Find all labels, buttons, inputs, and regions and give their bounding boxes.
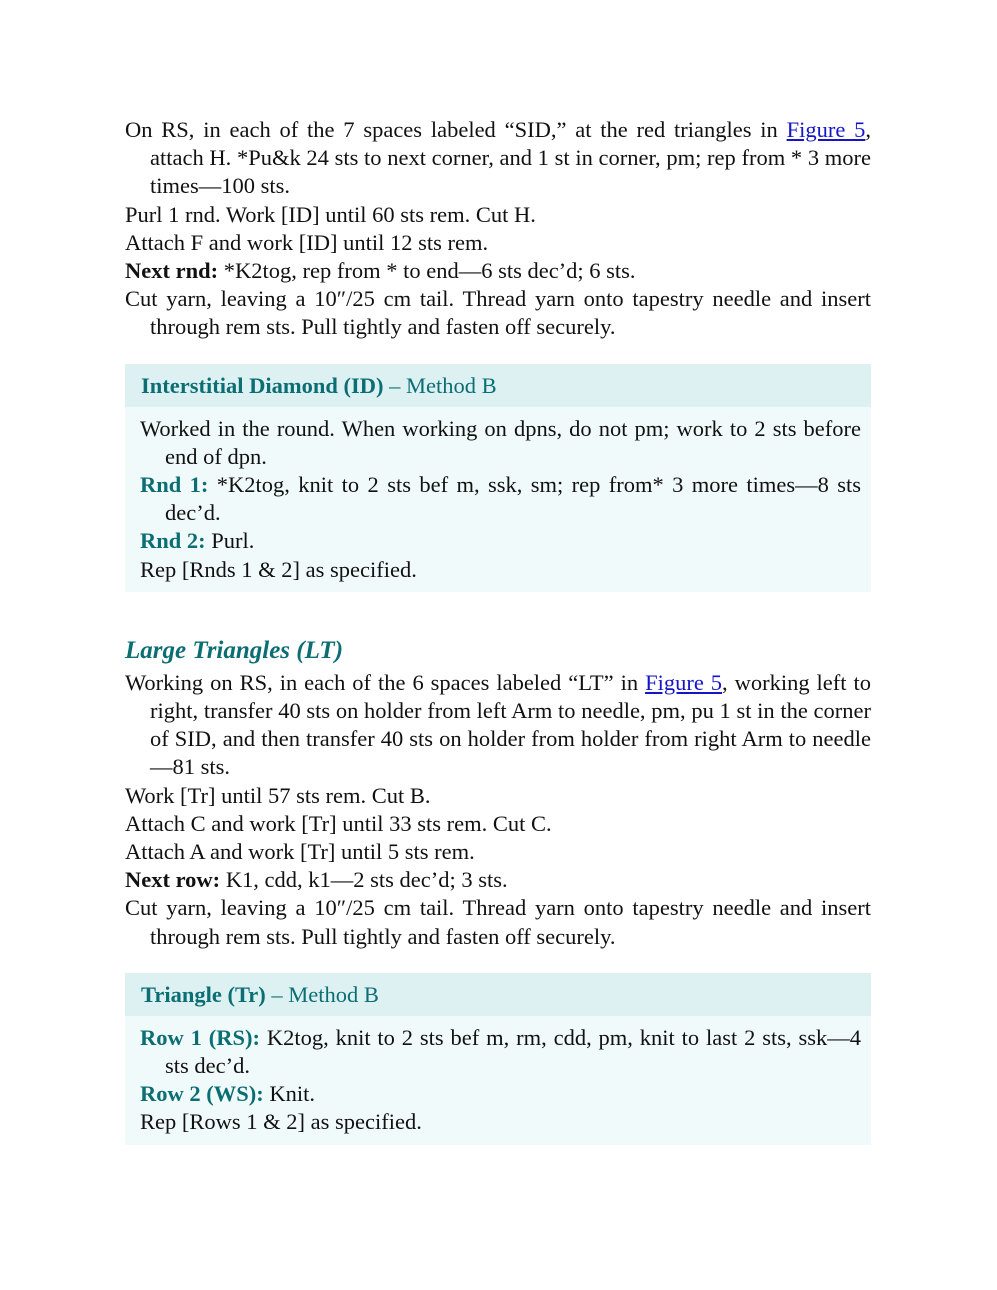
box-line: Rep [Rnds 1 & 2] as specified. (140, 556, 417, 582)
box-line: Worked in the round. When working on dpns, do not pm; work to 2 sts before end of dpn. (140, 415, 861, 469)
figure-5-link[interactable]: Figure 5 (786, 117, 866, 142)
box-line: Rep [Rows 1 & 2] as specified. (140, 1109, 422, 1135)
instruction-paragraph: Cut yarn, leaving a 10″/25 cm tail. Thread yarn onto tapestry needle and insert through rem sts. Pull tightly and fasten off securely. (125, 895, 871, 949)
instruction-text: *K2tog, knit to 2 sts bef m, ssk, sm; rep from* 3 more times—8 sts dec’d. (165, 472, 861, 526)
instruction-paragraph (125, 866, 871, 894)
instruction-text: K2tog, knit to 2 sts bef m, rm, cdd, pm, knit to last 2 sts, ssk—4 sts dec’d. (165, 1024, 861, 1079)
instruction-text: , attach H. *Pu&k 24 sts to next corner, and 1 st in corner, pm; rep from * 3 more times—100 sts. (150, 117, 871, 199)
instruction-text: K1, cdd, k1—2 sts dec’d; 3 sts. (220, 867, 508, 893)
box-title: Interstitial Diamond (ID) (141, 372, 384, 398)
instruction-paragraph (125, 116, 871, 201)
figure-5-link[interactable]: Figure 5 (645, 669, 723, 695)
section-sid-instructions (125, 116, 871, 342)
box-body (125, 407, 871, 592)
instruction-text: Purl. (205, 528, 255, 554)
step-label: Next row: (125, 867, 221, 893)
box-title: Triangle (Tr) (141, 981, 266, 1007)
instruction-paragraph: Purl 1 rnd. Work [ID] until 60 sts rem. Cut H. (125, 201, 536, 227)
instruction-paragraph: Cut yarn, leaving a 10″/25 cm tail. Thread yarn onto tapestry needle and insert through rem sts. Pull tightly and fasten off securely. (125, 286, 871, 340)
box-line (140, 1024, 861, 1080)
instruction-paragraph (125, 257, 871, 285)
box-title-suffix: – Method B (383, 372, 497, 398)
step-label: Rnd 1: (140, 472, 209, 498)
instruction-text: *K2tog, rep from * to end—6 sts dec’d; 6 sts. (218, 258, 636, 284)
step-label: Next rnd: (125, 258, 219, 284)
step-label: Row 1 (RS): (140, 1024, 260, 1050)
instruction-text: On RS, in each of the 7 spaces labeled “SID,” at the red triangles in (125, 117, 787, 142)
instruction-paragraph: Work [Tr] until 57 sts rem. Cut B. (125, 782, 431, 808)
section-heading-large-triangles: Large Triangles (LT) (125, 636, 344, 664)
instruction-paragraph (125, 669, 871, 782)
box-header (125, 364, 871, 407)
box-line (140, 471, 861, 527)
section-large-triangles (125, 669, 871, 951)
instruction-paragraph: Attach A and work [Tr] until 5 sts rem. (125, 839, 475, 865)
instruction-text: Working on RS, in each of the 6 spaces labeled “LT” in (125, 669, 646, 695)
box-header (125, 973, 871, 1016)
box-body (125, 1016, 871, 1145)
instruction-text: Knit. (263, 1081, 316, 1107)
instruction-paragraph: Attach C and work [Tr] until 33 sts rem. Cut C. (125, 810, 552, 836)
instruction-text: , working left to right, transfer 40 sts on holder from left Arm to needle, pm, pu 1 st in the corner of SID, and then transfer 40 sts on holder from holder from right Arm to needle—81 sts. (150, 669, 871, 780)
box-line (140, 1080, 861, 1108)
step-label: Rnd 2: (140, 528, 206, 554)
instruction-paragraph: Attach F and work [ID] until 12 sts rem. (125, 229, 489, 255)
step-label: Row 2 (WS): (140, 1081, 264, 1107)
box-line (140, 527, 861, 555)
stitch-pattern-box-interstitial-diamond (125, 364, 871, 592)
stitch-pattern-box-triangle (125, 973, 871, 1145)
box-title-suffix: – Method B (265, 981, 379, 1007)
page-content (125, 116, 871, 1145)
